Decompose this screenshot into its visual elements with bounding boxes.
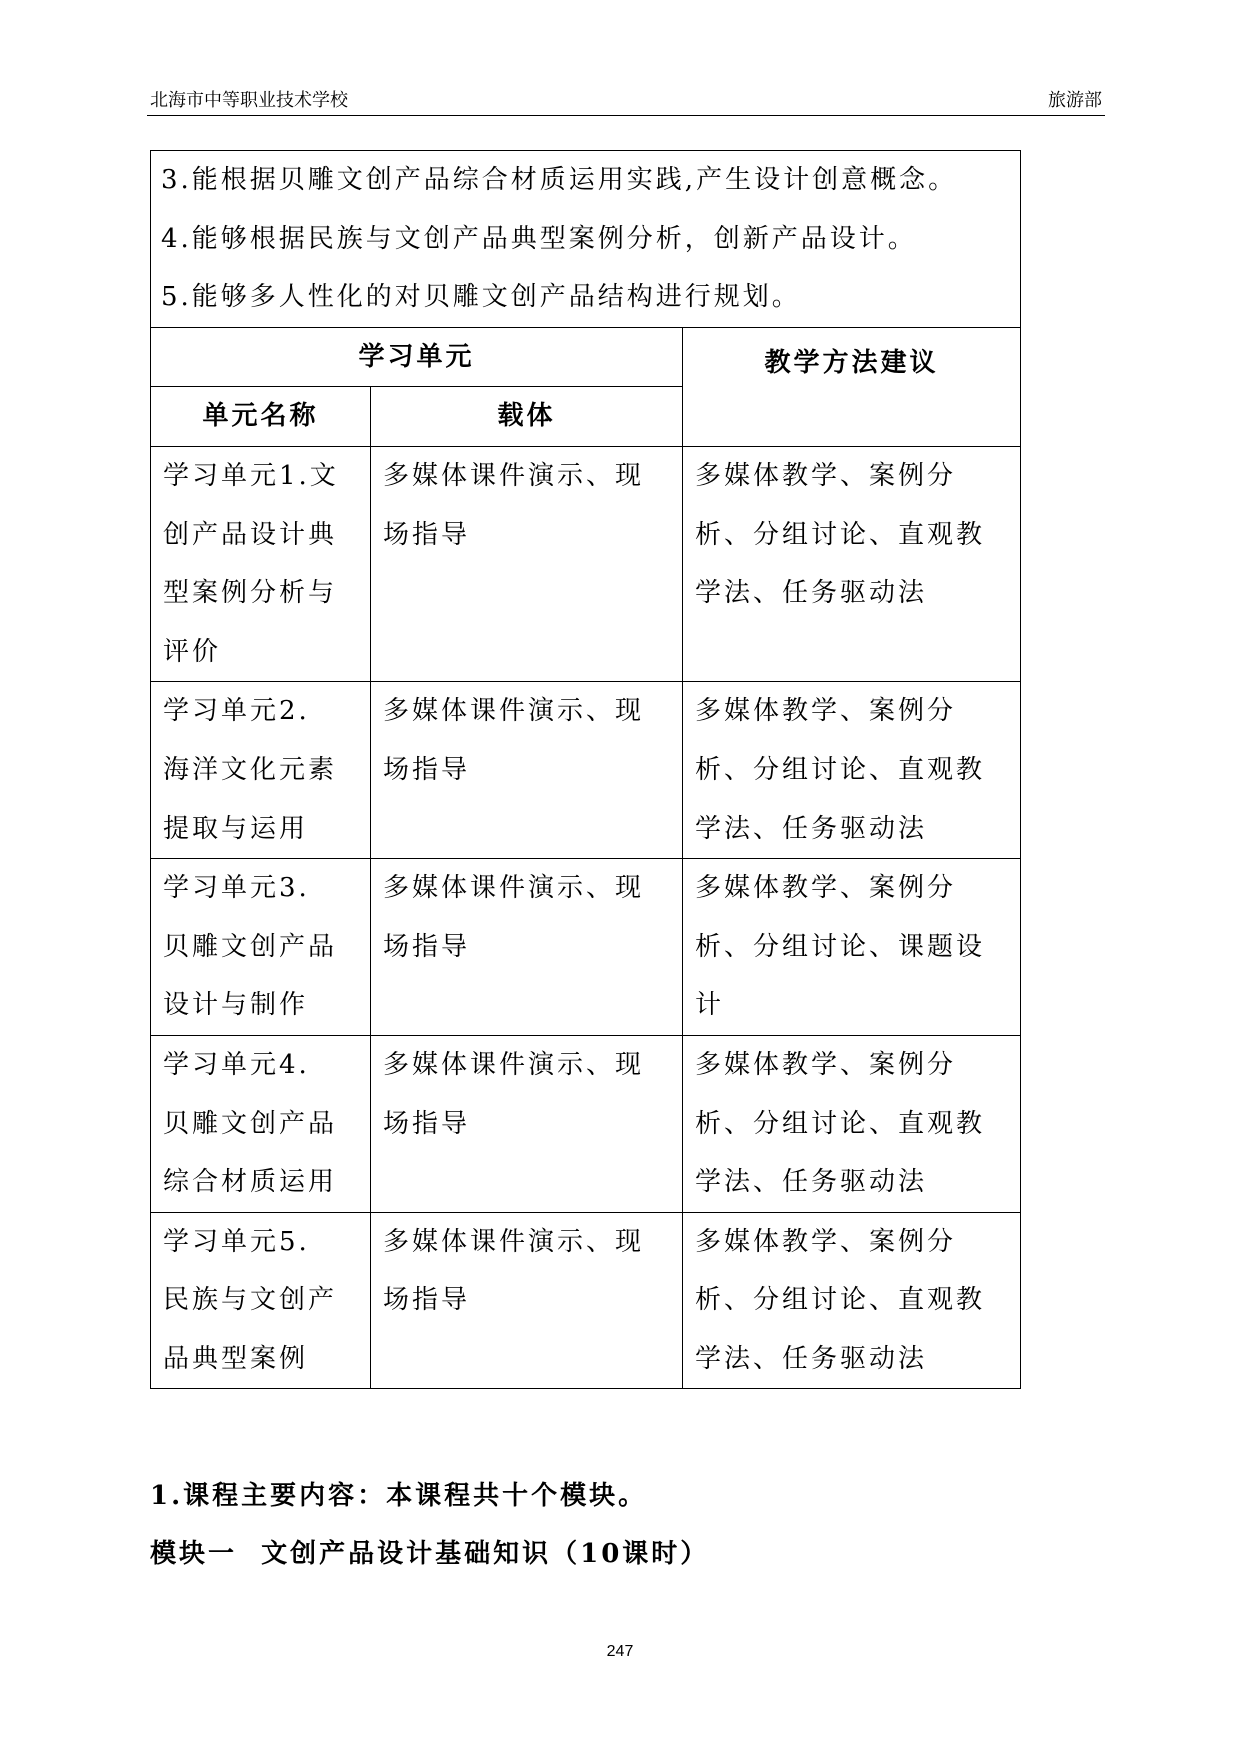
carrier-line: 多媒体课件演示、现 (383, 460, 645, 491)
method-line: 学法、任务驱动法 (695, 1343, 928, 1374)
method-line: 学法、任务驱动法 (695, 1167, 928, 1198)
method-cell (683, 682, 1021, 859)
teaching-method-header: 教学方法建议 (683, 327, 1021, 446)
objective-item: 3.能根据贝雕文创产品综合材质运用实践,产生设计创意概念。 (161, 165, 958, 195)
unit-name-cell (151, 859, 371, 1036)
unit-name-line: 创产品设计典 (163, 519, 338, 550)
unit-name-line: 学习单元4. (163, 1049, 310, 1080)
carrier-line: 场指导 (383, 519, 471, 550)
carrier-line: 场指导 (383, 931, 471, 962)
method-line: 析、分组讨论、直观教 (695, 519, 986, 550)
method-line: 析、分组讨论、直观教 (695, 1108, 986, 1139)
unit-name-cell (151, 1035, 371, 1212)
table-row (151, 446, 1021, 681)
objective-item: 4.能够根据民族与文创产品典型案例分析，创新产品设计。 (161, 223, 917, 254)
header-divider (147, 115, 1105, 116)
method-cell (683, 859, 1021, 1036)
unit-name-line: 设计与制作 (163, 990, 309, 1021)
unit-name-line: 品典型案例 (163, 1343, 309, 1374)
objectives-row (151, 151, 1021, 328)
syllabus-table (150, 150, 1021, 1389)
objective-item: 5.能够多人性化的对贝雕文创产品结构进行规划。 (161, 282, 801, 313)
method-cell (683, 1212, 1021, 1389)
method-line: 析、分组讨论、课题设 (695, 931, 986, 962)
carrier-cell (371, 1212, 683, 1389)
carrier-line: 场指导 (383, 1285, 471, 1316)
method-line: 计 (695, 990, 725, 1021)
table-row (151, 1035, 1021, 1212)
method-line: 多媒体教学、案例分 (695, 696, 957, 727)
carrier-cell (371, 859, 683, 1036)
carrier-cell (371, 1035, 683, 1212)
carrier-header: 载体 (371, 387, 683, 447)
method-line: 多媒体教学、案例分 (695, 1049, 957, 1080)
table-row (151, 682, 1021, 859)
unit-name-line: 学习单元1.文 (163, 460, 339, 491)
unit-name-line: 学习单元5. (163, 1226, 310, 1257)
unit-name-cell (151, 1212, 371, 1389)
unit-name-line: 学习单元2. (163, 696, 310, 727)
carrier-line: 多媒体课件演示、现 (383, 1049, 645, 1080)
method-line: 析、分组讨论、直观教 (695, 754, 986, 785)
unit-name-line: 提取与运用 (163, 813, 309, 844)
module-one-heading: 模块一 文创产品设计基础知识（10课时） (150, 1539, 710, 1569)
unit-name-line: 民族与文创产 (163, 1285, 338, 1316)
unit-name-line: 型案例分析与 (163, 578, 338, 609)
unit-name-cell (151, 446, 371, 681)
header-row (151, 327, 1021, 387)
objectives-cell (151, 151, 1021, 328)
method-line: 学法、任务驱动法 (695, 578, 928, 609)
method-line: 多媒体教学、案例分 (695, 1226, 957, 1257)
carrier-line: 场指导 (383, 754, 471, 785)
header-department: 旅游部 (1048, 90, 1102, 111)
table-row (151, 859, 1021, 1036)
method-cell (683, 446, 1021, 681)
method-line: 多媒体教学、案例分 (695, 460, 957, 491)
carrier-cell (371, 446, 683, 681)
unit-name-line: 贝雕文创产品 (163, 1108, 338, 1139)
carrier-line: 多媒体课件演示、现 (383, 1226, 645, 1257)
carrier-line: 场指导 (383, 1108, 471, 1139)
unit-name-header: 单元名称 (151, 387, 371, 447)
unit-name-line: 评价 (163, 636, 222, 667)
unit-name-line: 海洋文化元素 (163, 754, 338, 785)
unit-name-line: 贝雕文创产品 (163, 931, 338, 962)
unit-name-cell (151, 682, 371, 859)
unit-name-line: 学习单元3. (163, 873, 310, 904)
page-number: 247 (606, 1643, 634, 1660)
learning-unit-header: 学习单元 (151, 327, 683, 387)
method-line: 析、分组讨论、直观教 (695, 1285, 986, 1316)
method-line: 多媒体教学、案例分 (695, 873, 957, 904)
unit-name-line: 综合材质运用 (163, 1167, 338, 1198)
course-content-heading: 1.课程主要内容：本课程共十个模块。 (150, 1481, 648, 1511)
table-row (151, 1212, 1021, 1389)
header-school-name: 北海市中等职业技术学校 (150, 90, 348, 111)
method-line: 学法、任务驱动法 (695, 813, 928, 844)
carrier-line: 多媒体课件演示、现 (383, 873, 645, 904)
method-cell (683, 1035, 1021, 1212)
carrier-cell (371, 682, 683, 859)
carrier-line: 多媒体课件演示、现 (383, 696, 645, 727)
